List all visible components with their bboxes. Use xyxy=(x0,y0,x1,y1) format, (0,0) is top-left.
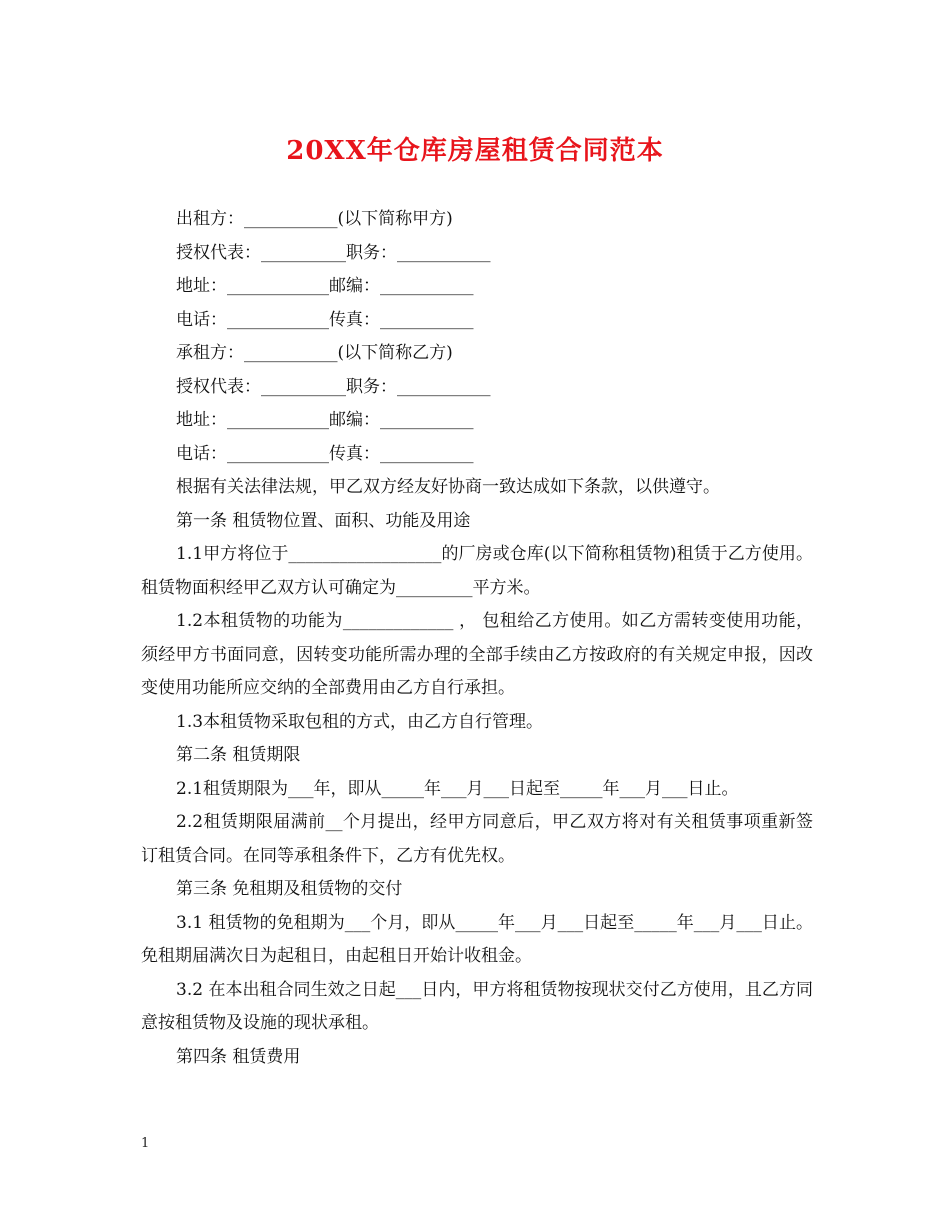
page-number: 1 xyxy=(141,1136,150,1151)
article-1-heading: 第一条 租赁物位置、面积、功能及用途 xyxy=(176,510,471,531)
clause-2-1: 2.1租赁期限为___年，即从_____年___月___日起至_____年___月___日止。 xyxy=(176,778,739,799)
lessor-phone-line: 电话：____________传真：___________ xyxy=(176,309,474,330)
lessee-line: 承租方：___________(以下简称乙方) xyxy=(176,343,453,363)
article-4-heading: 第四条 租赁费用 xyxy=(176,1046,301,1067)
lessee-representative-line: 授权代表：__________职务：___________ xyxy=(176,376,491,397)
preamble-paragraph: 根据有关法律法规，甲乙双方经友好协商一致达成如下条款，以供遵守。 xyxy=(176,477,720,497)
lessor-representative-line: 授权代表：__________职务：___________ xyxy=(176,242,491,263)
document-body xyxy=(141,203,813,1074)
clause-2-2: 2.2租赁期限届满前__个月提出，经甲方同意后，甲乙双方将对有关租赁事项重新签订租赁合同。在同等承租条件下，乙方有优先权。 xyxy=(141,812,813,866)
article-2-heading: 第二条 租赁期限 xyxy=(176,745,301,765)
lessee-address-line: 地址：____________邮编：___________ xyxy=(176,410,474,430)
clause-1-1: 1.1甲方将位于__________________的厂房或仓库(以下简称租赁物)租赁于乙方使用。租赁物面积经甲乙双方认可确定为_________平方米。 xyxy=(141,544,813,598)
article-3-heading: 第三条 免租期及租赁物的交付 xyxy=(176,879,403,899)
lessor-line: 出租方：___________(以下简称甲方) xyxy=(176,209,453,229)
document-title: 20XX年仓库房屋租赁合同范本 xyxy=(286,136,664,166)
clause-1-2: 1.2本租赁物的功能为_____________ ， 包租给乙方使用。如乙方需转变使用功能，须经甲方书面同意，因转变功能所需办理的全部手续由乙方按政府的有关规定申报，因改变使用功能所应交纳的全部费用由乙方自行承担。 xyxy=(141,611,813,698)
clause-1-3: 1.3本租赁物采取包租的方式，由乙方自行管理。 xyxy=(176,711,544,732)
clause-3-1: 3.1 租赁物的免租期为___个月，即从_____年___月___日起至_____年___月___日止。免租期届满次日为起租日，由起租日开始计收租金。 xyxy=(141,912,813,966)
lessee-phone-line: 电话：____________传真：___________ xyxy=(176,443,474,464)
lessor-address-line: 地址：____________邮编：___________ xyxy=(176,276,474,296)
clause-3-2: 3.2 在本出租合同生效之日起___日内，甲方将租赁物按现状交付乙方使用，且乙方同意按租赁物及设施的现状承租。 xyxy=(141,979,813,1033)
